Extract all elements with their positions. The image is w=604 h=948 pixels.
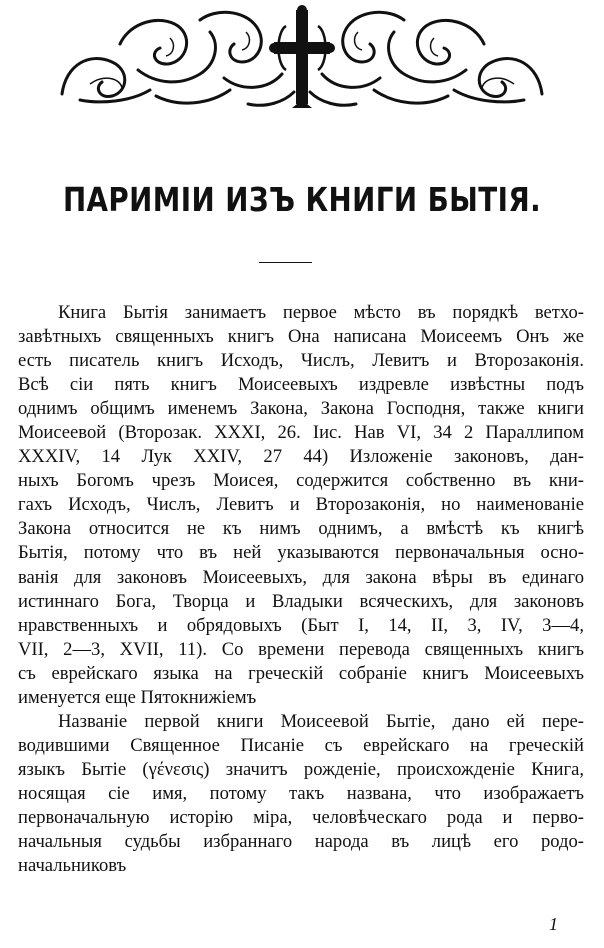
title-divider	[259, 262, 312, 263]
text-line: съ еврейскаго языка на греческій собраніе книгъ Моисеевыхъ	[18, 662, 584, 684]
text-line: носящая сіе имя, потому такъ названа, что изображаетъ	[18, 782, 584, 804]
page-title: ПАРИМІИ ИЗЪ КНИГИ БЫТІЯ.	[62, 180, 542, 219]
page-number: 1	[549, 914, 558, 934]
text-line: водившими Священное Писаніе съ еврейскаго на греческій	[18, 734, 584, 756]
text-line: нравственныхъ и обрядовыхъ (Быт I, 14, II, 3, IV, 3—4,	[18, 614, 584, 636]
text-line: Бытія, потому что въ ней указываются первоначальныя осно-	[18, 542, 584, 564]
text-line: VII, 2—3, XVII, 11). Со времени перевода священныхъ книгъ	[18, 638, 584, 660]
text-line: ванія для законовъ Моисеевыхъ, для закона вѣры въ единаго	[18, 566, 584, 588]
text-line: Всѣ сіи пять книгъ Моисеевыхъ издревле извѣстны подъ	[18, 374, 584, 396]
text-line: первоначальную исторію міра, человѣческаго рода и перво-	[18, 806, 584, 828]
text-line: ныхъ Богомъ чрезъ Моисея, содержится собственно въ кни-	[18, 470, 584, 492]
text-line: однимъ общимъ именемъ Закона, Закона Господня, также книги	[18, 398, 584, 420]
text-line: начальныя судьбы избраннаго народа въ лицѣ его родо-	[18, 831, 584, 853]
text-line: XXXIV, 14 Лук XXIV, 27 44) Изложеніе законовъ, дан-	[18, 446, 584, 468]
header-ornament	[60, 4, 544, 110]
text-line: языкъ Бытіе (γένεσις) значитъ рожденіе, происхожденіе Книга,	[18, 758, 584, 780]
text-line: именуется еще Пятокнижіемъ	[18, 686, 257, 708]
text-line: Книга Бытія занимаетъ первое мѣсто въ порядкѣ ветхо-	[58, 302, 584, 323]
body-text	[18, 301, 584, 878]
text-line: Названіе первой книги Моисеевой Бытіе, дано ей пере-	[58, 710, 584, 732]
text-line: истиннаго Бога, Творца и Владыки всяческихъ, для законовъ	[18, 590, 584, 612]
text-line: завѣтныхъ священныхъ книгъ Она написана Моисеемъ Онъ же	[18, 326, 584, 348]
text-line: начальниковъ	[18, 855, 127, 877]
text-line: Моисеевой (Второзак. XXXI, 26. Іис. Нав VI, 34 2 Параллипом	[18, 422, 584, 444]
text-line: есть писатель книгъ Исходъ, Числъ, Левитъ и Второзаконія.	[18, 350, 584, 372]
text-line: Закона относится не къ нимъ однимъ, а вмѣстѣ къ книгѣ	[18, 518, 584, 540]
text-line: гахъ Исходъ, Числъ, Левитъ и Второзаконія, но наименованіе	[18, 494, 584, 516]
